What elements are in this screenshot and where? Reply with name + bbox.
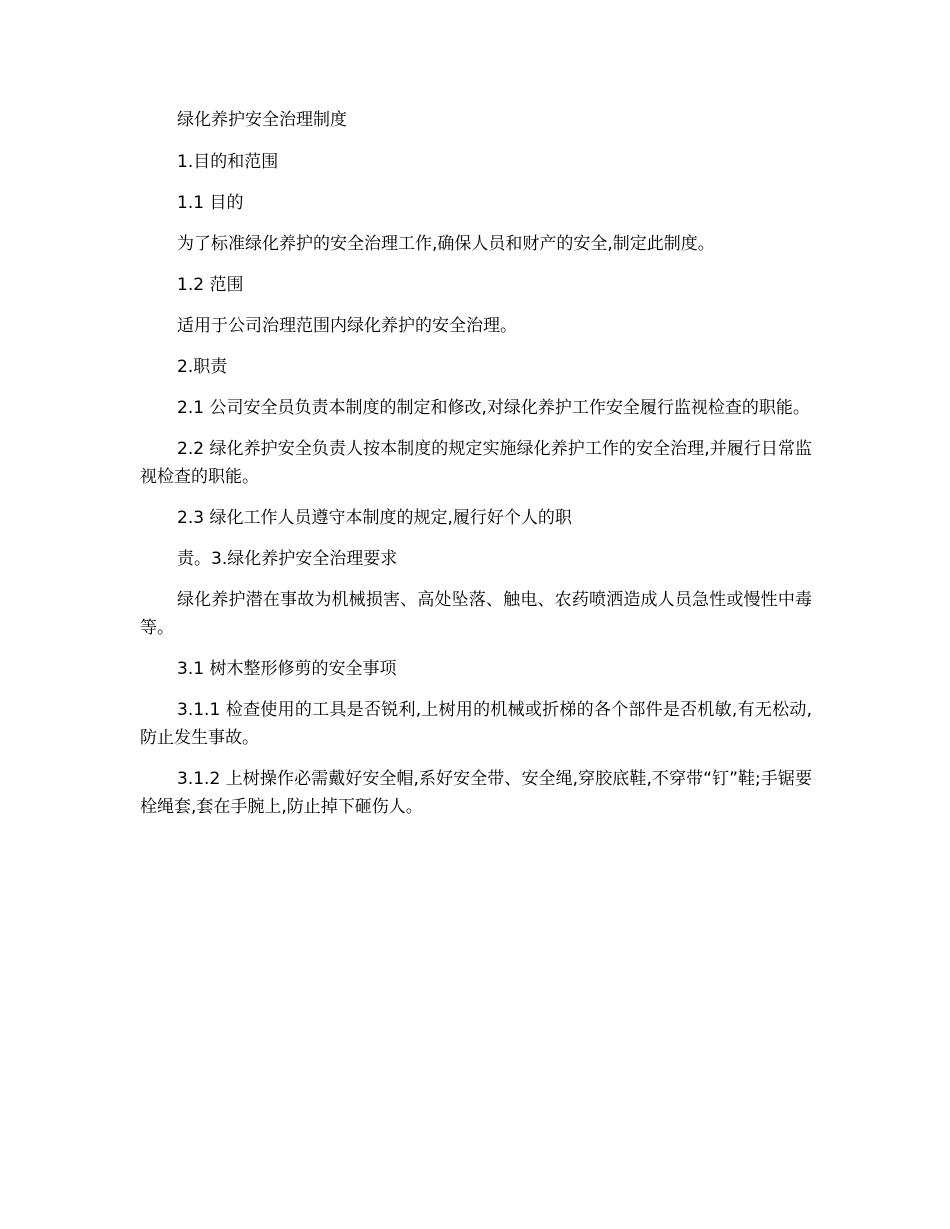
section-heading-1: 1.目的和范围 <box>177 152 279 172</box>
paragraph-2-3: 2.3 绿化工作人员遵守本制度的规定,履行好个人的职 <box>177 508 572 528</box>
paragraph-3-1-1: 3.1.1 检查使用的工具是否锐利,上树用的机械或折梯的各个部件是否机敏,有无松动,防止发生事故。 <box>140 700 812 748</box>
paragraph-2-2: 2.2 绿化养护安全负责人按本制度的规定实施绿化养护工作的安全治理,并履行日常监视检查的职能。 <box>140 439 812 487</box>
paragraph-2-3-continued: 责。3.绿化养护安全治理要求 <box>177 549 398 569</box>
paragraph-2-1: 2.1 公司安全员负责本制度的制定和修改,对绿化养护工作安全履行监视检查的职能。 <box>177 398 810 418</box>
paragraph-scope: 适用于公司治理范围内绿化养护的安全治理。 <box>177 316 517 336</box>
document-body <box>140 106 812 834</box>
paragraph-purpose: 为了标准绿化养护的安全治理工作,确保人员和财产的安全,制定此制度。 <box>177 234 715 254</box>
paragraph-hazards: 绿化养护潜在事故为机械损害、高处坠落、触电、农药喷洒造成人员急性或慢性中毒等。 <box>140 590 812 638</box>
document-title: 绿化养护安全治理制度 <box>177 110 347 130</box>
subsection-heading-3-1: 3.1 树木整形修剪的安全事项 <box>177 659 397 679</box>
subsection-heading-1-2: 1.2 范围 <box>177 275 244 295</box>
paragraph-3-1-2: 3.1.2 上树操作必需戴好安全帽,系好安全带、安全绳,穿胶底鞋,不穿带“钉”鞋;手锯要栓绳套,套在手腕上,防止掉下砸伤人。 <box>140 769 812 817</box>
section-heading-2: 2.职责 <box>177 357 228 377</box>
subsection-heading-1-1: 1.1 目的 <box>177 193 244 213</box>
